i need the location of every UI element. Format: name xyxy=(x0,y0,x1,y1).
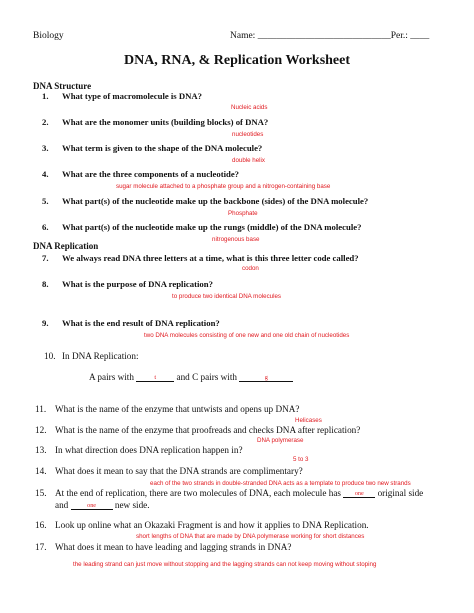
question-2: 2. What are the monomer units (building blocks) of DNA? xyxy=(42,117,269,127)
a-pairs-label: A pairs with xyxy=(89,372,137,382)
question-13: 13. In what direction does DNA replication happen in? xyxy=(35,445,243,455)
name-blank: ____________________________ xyxy=(257,31,391,41)
answer-8: to produce two identical DNA molecules xyxy=(172,293,282,300)
c-pairs-label: C pairs with xyxy=(192,372,240,382)
subject-label: Biology xyxy=(33,31,64,41)
answer-4: sugar molecule attached to a phosphate group and a nitrogen-containing base xyxy=(116,183,331,190)
page-title: DNA, RNA, & Replication Worksheet xyxy=(123,53,351,68)
answer-7: codon xyxy=(242,265,259,272)
question-3: 3. What term is given to the shape of the DNA molecule? xyxy=(42,143,263,153)
question-11: 11. What is the name of the enzyme that untwists and opens up DNA? xyxy=(35,404,300,414)
answer-5: Phosphate xyxy=(228,210,258,217)
section-dna-replication: DNA Replication xyxy=(33,241,99,251)
question-15: 15. At the end of replication, there are two molecules of DNA, each molecule has one original side xyxy=(35,488,424,498)
question-14: 14. What does it mean to say that the DNA strands are complimentary? xyxy=(35,466,303,476)
base-pairs-line xyxy=(89,372,293,382)
question-5: 5. What part(s) of the nucleotide make up the backbone (sides) of the DNA molecule? xyxy=(42,196,369,206)
period-label: Per.: xyxy=(390,31,411,41)
and-label: and xyxy=(174,372,193,382)
question-10: 10. In DNA Replication: xyxy=(44,351,139,361)
name-label: Name: xyxy=(230,31,258,41)
answer-13: 5 to 3 xyxy=(293,456,309,463)
a-pairs-blank[interactable]: t xyxy=(136,372,174,382)
answer-6: nitrogenous base xyxy=(212,236,260,243)
question-7: 7. We always read DNA three letters at a time, what is this three letter code called? xyxy=(42,253,359,263)
question-12: 12. What is the name of the enzyme that proofreads and checks DNA after replication? xyxy=(35,425,361,435)
answer-2: nucleotides xyxy=(232,131,264,138)
question-6: 6. What part(s) of the nucleotide make up the rungs (middle) of the DNA molecule? xyxy=(42,222,362,232)
question-17: 17. What does it mean to have leading and lagging strands in DNA? xyxy=(35,542,292,552)
answer-3: double helix xyxy=(232,157,266,164)
answer-16: short lengths of DNA that are made by DNA polymerase working for short distances xyxy=(136,533,365,540)
question-1: 1. What type of macromolecule is DNA? xyxy=(42,91,203,101)
question-15-cont: and one new side. xyxy=(55,500,150,510)
new-side-blank[interactable]: one xyxy=(71,500,113,510)
question-8: 8. What is the purpose of DNA replication? xyxy=(42,279,213,289)
answer-9: two DNA molecules consisting of one new and one old chain of nucleotides xyxy=(144,332,350,339)
answer-12: DNA polymerase xyxy=(257,437,304,444)
question-16: 16. Look up online what an Okazaki Fragment is and how it applies to DNA Replication. xyxy=(35,520,369,530)
question-9: 9. What is the end result of DNA replication? xyxy=(42,318,220,328)
c-pairs-blank[interactable]: g xyxy=(239,372,293,382)
answer-17: the leading strand can just move without stopping and the lagging strands can not keep moving without stoping xyxy=(73,561,377,568)
section-dna-structure: DNA Structure xyxy=(33,81,92,91)
answer-14: each of the two strands in double-stranded DNA acts as a template to produce two new strands xyxy=(150,480,411,487)
original-side-blank[interactable]: one xyxy=(343,488,375,498)
answer-11: Helicases xyxy=(295,417,322,424)
question-4: 4. What are the three components of a nucleotide? xyxy=(42,169,240,179)
answer-1: Nucleic acids xyxy=(231,104,268,111)
period-blank: ____ xyxy=(410,31,430,41)
name-field[interactable] xyxy=(230,31,429,41)
